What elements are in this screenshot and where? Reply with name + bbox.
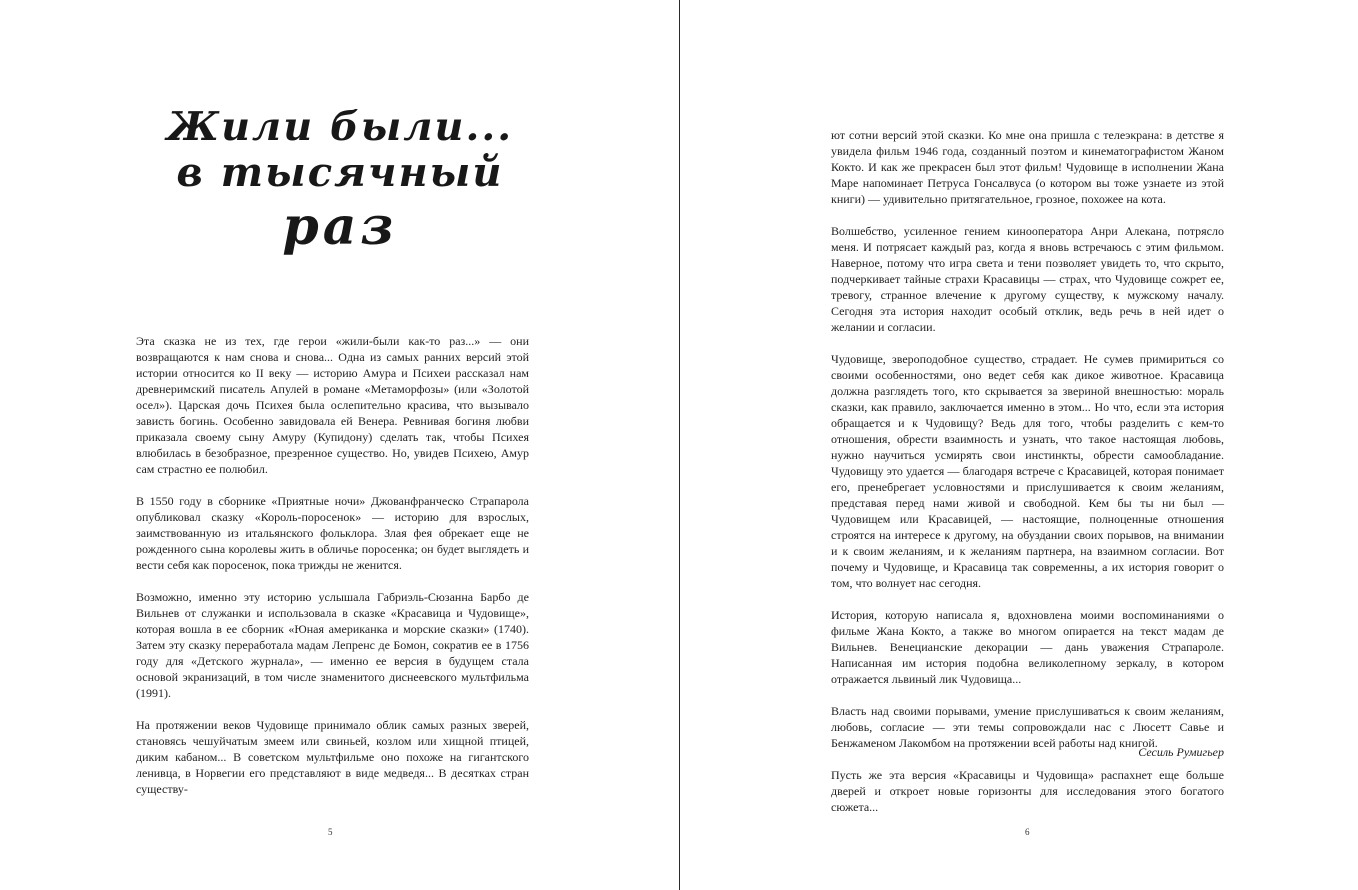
paragraph: Чудовище, звероподобное существо, страдает. Не сумев примириться со своими особенностями, оно ведет себя как дикое животное. Красавица должна разглядеть того, кто скрывается за звериной внешностью: мораль сказки, как правило, заключается именно в этом... Но что, если эта история обращается и к Чудовищу? Ведь для того, чтобы разделить с кем-то отношения, обрести взаимность и узнать, что такое настоящая любовь, нужно научиться усмирять свои инстинкты, обрести самообладание. Чудовищу это удается — благодаря встрече с Красавицей, которая понимает его, пренебрегает условностями и прислушивается к своим желаниям, представая перед нами живой и свободной. Кем бы ты ни был — Чудовищем или Красавицей, — настоящие, полноценные отношения строятся на интересе к другому, на обуздании своих порывов, на внимании и к своим желаниям, и к желаниям партнера, на взаимном согласии. Вот почему и Чудовище, и Красавица так современны, а их история говорит о том, что волнует нас сегодня. xyxy=(831,352,1224,590)
right-text-column xyxy=(831,127,1224,831)
right-page xyxy=(680,0,1358,890)
left-text-column xyxy=(136,333,529,813)
paragraph: Власть над своими порывами, умение прислушиваться к своим желаниям, любовь, согласие — эти темы сопровождали нас с Люсетт Савье и Бенжаменом Лакомбом на протяжении всей работы над книгой. xyxy=(831,704,1224,750)
paragraph: На протяжении веков Чудовище принимало облик самых разных зверей, становясь чешуйчатым змеем или свиньей, козлом или хищной птицей, диким кабаном... В советском мультфильме оно похоже на гигантского ленивца, в Норвегии его представляют в виде медведя... В десятках стран существу- xyxy=(136,718,529,796)
page-number: 6 xyxy=(1025,827,1030,837)
title-line-3: раз xyxy=(282,196,398,257)
paragraph: История, которую написала я, вдохновлена моими воспоминаниями о фильме Жана Кокто, а также во многом опирается на текст мадам де Вильнев. Венецианские декорации — дань уважения Страпароле. Написанная им история подобна великолепному зеркалу, в котором отражается львиный лик Чудовища... xyxy=(831,608,1224,686)
paragraph: Возможно, именно эту историю услышала Габриэль-Сюзанна Барбо де Вильнев от служанки и использовала в сказке «Красавица и Чудовище», которая вошла в ее сборник «Юная американка и морские сказки» (1740). Затем эту сказку переработала мадам Лепренс де Бомон, сократив ее в 1756 году для «Детского журнала», — именно ее версия в будущем стала основой экранизаций, в том числе знаменитого диснеевского мультфильма (1991). xyxy=(136,590,529,700)
chapter-title xyxy=(166,104,514,258)
page-number: 5 xyxy=(328,827,333,837)
paragraph: ют сотни версий этой сказки. Ко мне она пришла с телеэкрана: в детстве я увидела фильм 1946 года, созданный поэтом и кинематографистом Жаном Кокто. И как же прекрасен был этот фильм! Чудовище в исполнении Жана Маре напоминает Петруса Гонсалвуса (о котором вы тоже узнаете из этой книги) — удивительно притягательное, грозное, похожее на кота. xyxy=(831,128,1224,206)
paragraph: Эта сказка не из тех, где герои «жили-были как-то раз...» — они возвращаются к нам снова и снова... Одна из самых ранних версий этой истории относится ко II веку — историю Амура и Психеи рассказал нам древнеримский писатель Апулей в романе «Метаморфозы» (или «Золотой осел»). Царская дочь Психея была ослепительно красива, что вызывало зависть богинь. Особенно завидовала ей Венера. Ревнивая богиня любви приказала своему сыну Амуру (Купидону) сделать так, чтобы Психея влюбилась в безобразное, презренное существо. Но, увидев Психею, Амур сам страстно ее полюбил. xyxy=(136,334,529,476)
paragraph: Волшебство, усиленное гением кинооператора Анри Алекана, потрясло меня. И потрясает каждый раз, когда я вновь встречаюсь с этим фильмом. Наверное, потому что игра света и тени позволяет увидеть то, что скрыто, подчеркивает тайные страхи Красавицы — страх, что Чудовище сожрет ее, тревогу, странное влечение к другому существу, к мужскому началу. Сегодня эта история находит особый отклик, ведь речь в ней идет о желании и согласии. xyxy=(831,224,1224,334)
title-line-2: в тысячный xyxy=(176,149,504,196)
author-signature: Сесиль Румигьер xyxy=(1138,745,1224,759)
paragraph: Пусть же эта версия «Красавицы и Чудовища» распахнет еще больше дверей и откроет новые горизонты для исследования этого богатого сюжета... xyxy=(831,768,1224,814)
title-line-1: Жили были... xyxy=(166,104,514,150)
paragraph: В 1550 году в сборнике «Приятные ночи» Джованфранческо Страпарола опубликовал сказку «Король-поросенок» — историю для взрослых, заимствованную из итальянского фольклора. Злая фея обрекает еще не рожденного сына королевы жить в обличье поросенка; он будет выглядеть и вести себя как поросенок, пока трижды не женится. xyxy=(136,494,529,572)
